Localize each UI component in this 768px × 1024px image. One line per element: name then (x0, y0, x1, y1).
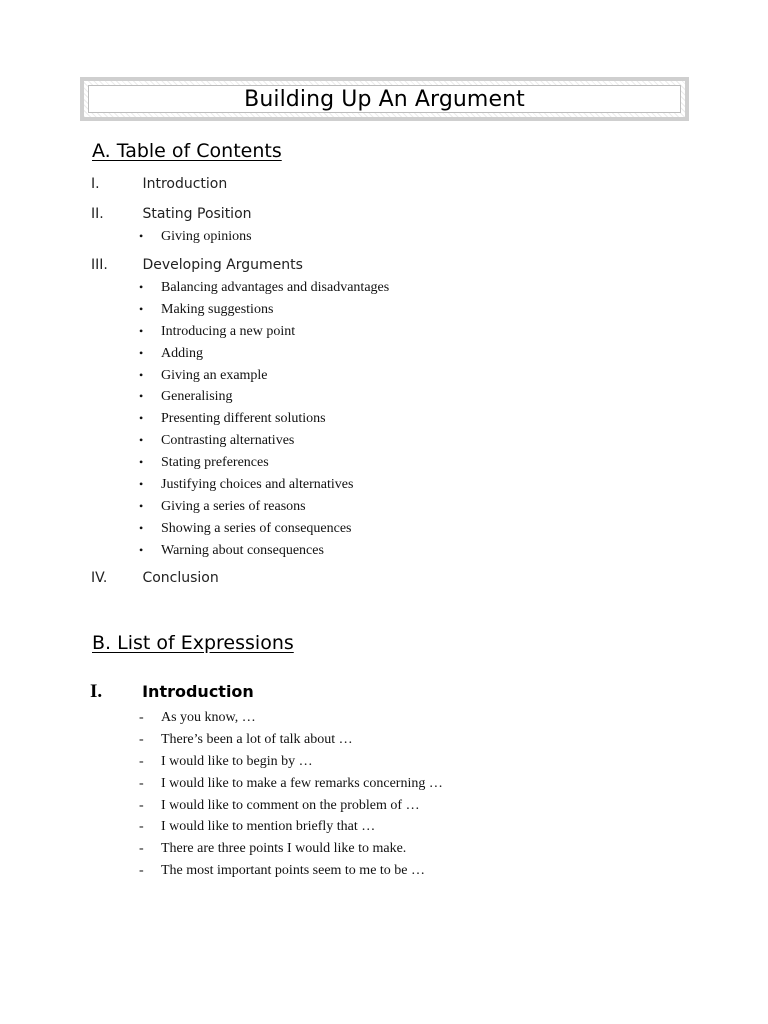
list-item-text: Giving opinions (161, 229, 252, 244)
list-item-text: There’s been a lot of talk about … (161, 731, 353, 747)
dash-icon: - (139, 797, 144, 813)
list-item-text: I would like to mention briefly that … (161, 819, 376, 835)
list-item (139, 226, 252, 248)
list-item (139, 343, 389, 365)
list-item (139, 707, 443, 729)
dash-icon: - (139, 753, 144, 769)
title-box (80, 77, 689, 121)
toc-item-number: I. (91, 176, 100, 192)
list-item-text: Giving a series of reasons (161, 498, 306, 514)
toc-item-label: Developing Arguments (142, 257, 303, 273)
bullet-icon: • (139, 433, 144, 448)
title-inner-frame (88, 85, 681, 113)
list-item-text: There are three points I would like to make. (161, 841, 407, 857)
list-item (139, 773, 443, 795)
toc-item-label: Stating Position (142, 206, 252, 222)
bullet-icon: • (139, 542, 144, 557)
bullet-icon: • (139, 229, 144, 243)
list-item (139, 430, 389, 452)
introduction-expressions (139, 707, 443, 882)
bullet-icon: • (139, 520, 144, 535)
list-item-text: Warning about consequences (161, 542, 324, 558)
list-item (139, 729, 443, 751)
list-item (139, 277, 389, 299)
bullet-icon: • (139, 498, 144, 513)
list-item (139, 540, 389, 562)
list-item (139, 816, 443, 838)
list-item-text: Adding (161, 345, 203, 361)
toc-item-introduction (91, 174, 227, 194)
list-item-text: Introducing a new point (161, 323, 296, 339)
list-item-text: Giving an example (161, 367, 268, 383)
table-of-contents-heading: A. Table of Contents (92, 140, 282, 162)
list-item-text: The most important points seem to me to be … (161, 863, 426, 879)
list-item-text: Showing a series of consequences (161, 520, 352, 536)
list-item (139, 838, 443, 860)
list-item-text: As you know, … (161, 710, 256, 725)
list-item (139, 452, 389, 474)
list-item (139, 751, 443, 773)
list-item (139, 321, 389, 343)
toc-item-label: Introduction (142, 176, 228, 192)
dash-icon: - (139, 710, 144, 725)
toc-item-developing-arguments (91, 255, 303, 275)
bullet-icon: • (139, 477, 144, 492)
dash-icon: - (139, 775, 144, 791)
toc-item-number: III. (91, 257, 108, 273)
list-item (139, 408, 389, 430)
developing-arguments-bullets (139, 277, 389, 562)
list-item-text: Balancing advantages and disadvantages (161, 280, 390, 295)
bullet-icon: • (139, 323, 144, 338)
list-item-text: Presenting different solutions (161, 411, 326, 427)
toc-item-number: II. (91, 206, 104, 222)
bullet-icon: • (139, 455, 144, 470)
list-item-text: I would like to make a few remarks concerning … (161, 775, 443, 791)
list-item-text: Generalising (161, 389, 233, 405)
list-item (139, 795, 443, 817)
dash-icon: - (139, 819, 144, 835)
list-item-text: I would like to comment on the problem of … (161, 797, 420, 813)
list-item (139, 496, 389, 518)
dash-icon: - (139, 863, 144, 879)
list-item-text: Justifying choices and alternatives (161, 477, 354, 493)
list-item-text: I would like to begin by … (161, 753, 313, 769)
subsection-number: I. (90, 681, 103, 702)
toc-item-stating-position (91, 204, 252, 224)
list-of-expressions-heading: B. List of Expressions (92, 632, 294, 654)
list-item (139, 518, 389, 540)
bullet-icon: • (139, 367, 144, 382)
dash-icon: - (139, 731, 144, 747)
list-item-text: Making suggestions (161, 301, 274, 317)
list-item (139, 299, 389, 321)
list-item (139, 860, 443, 882)
toc-item-conclusion (91, 568, 219, 588)
stating-position-bullets (139, 226, 252, 248)
subsection-label: Introduction (142, 682, 254, 701)
dash-icon: - (139, 841, 144, 857)
toc-item-label: Conclusion (142, 570, 219, 586)
list-item-text: Stating preferences (161, 455, 269, 471)
list-item-text: Contrasting alternatives (161, 433, 295, 449)
list-item (139, 386, 389, 408)
bullet-icon: • (139, 411, 144, 426)
bullet-icon: • (139, 280, 144, 294)
list-item (139, 474, 389, 496)
bullet-icon: • (139, 301, 144, 316)
document-title: Building Up An Argument (244, 86, 525, 112)
bullet-icon: • (139, 345, 144, 360)
bullet-icon: • (139, 389, 144, 404)
introduction-subheading (90, 680, 254, 704)
toc-item-number: IV. (91, 570, 108, 586)
list-item (139, 365, 389, 387)
